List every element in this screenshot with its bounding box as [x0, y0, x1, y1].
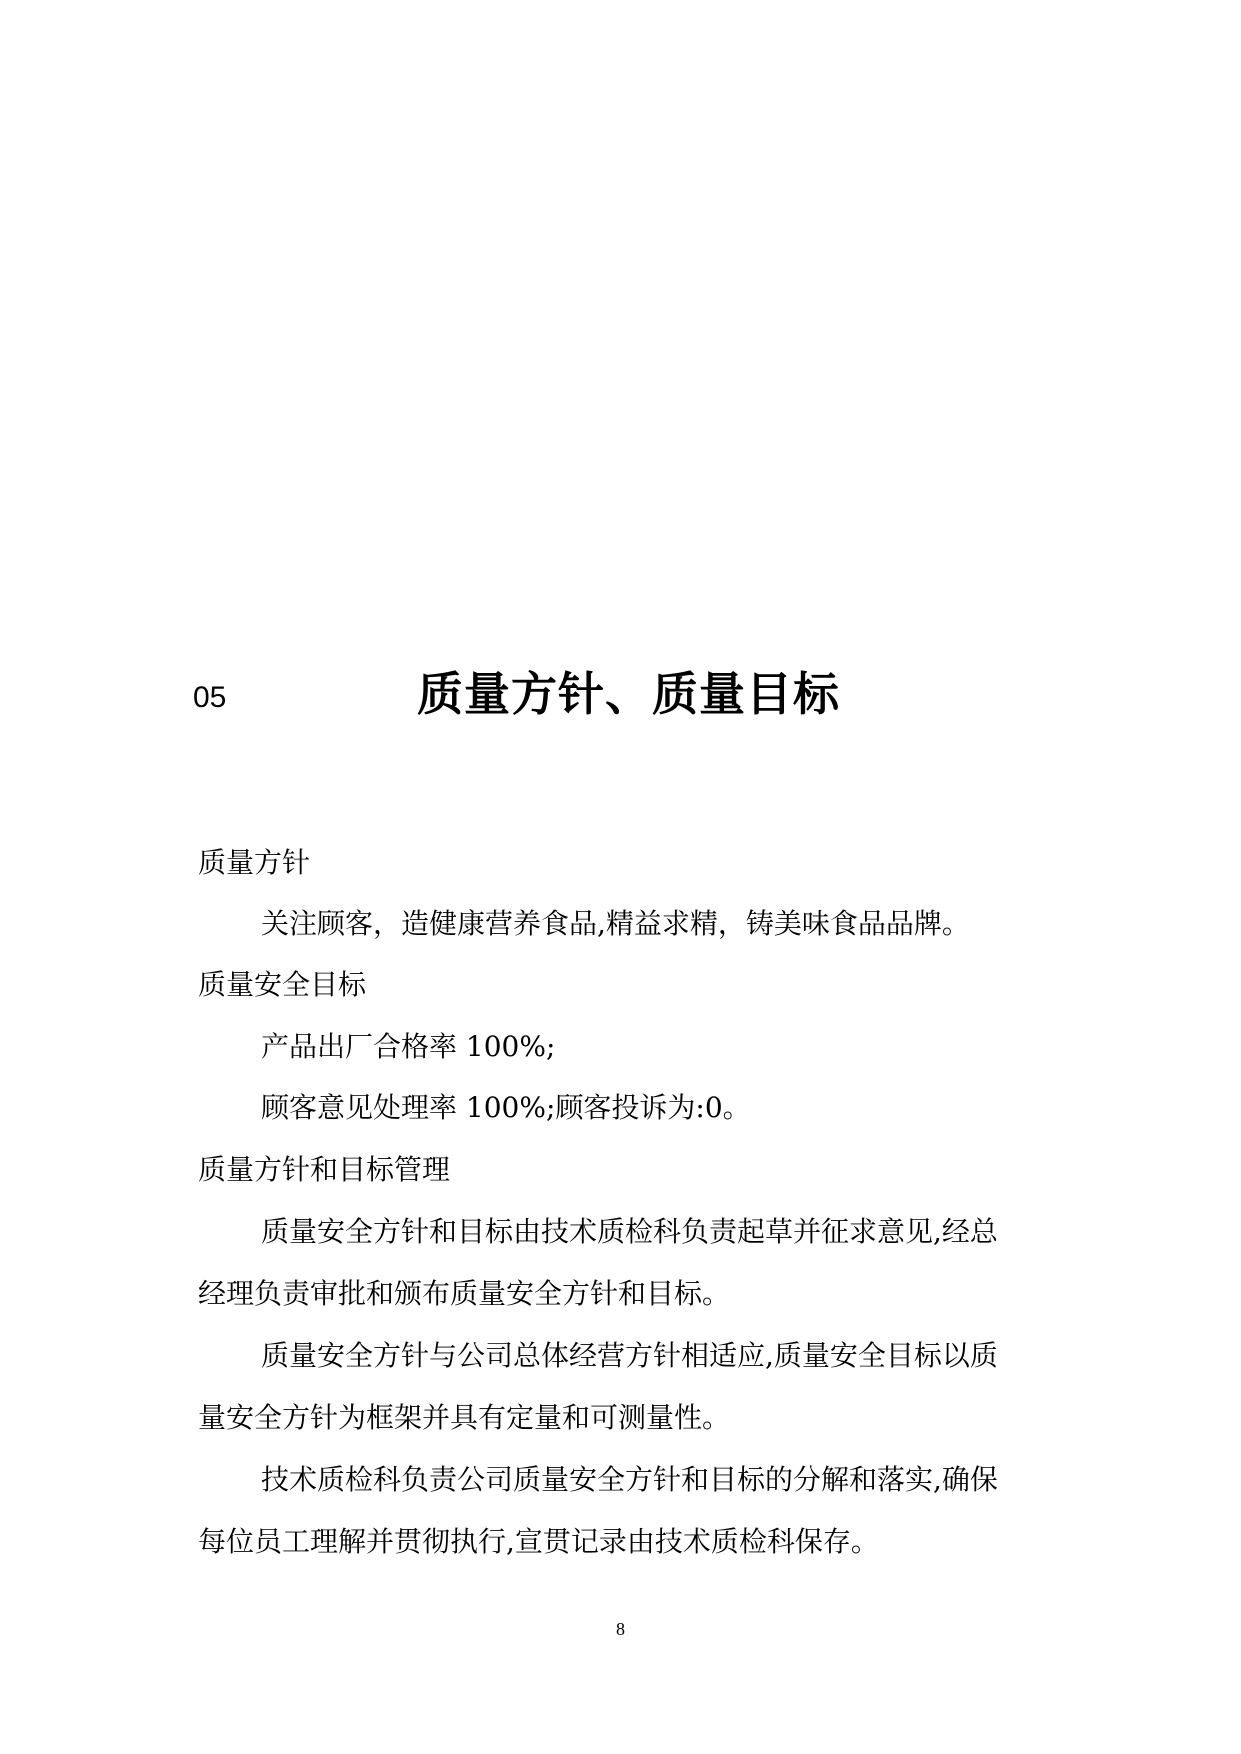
section-heading-policy-management: 质量方针和目标管理 [198, 1153, 451, 1186]
paragraph-line: 每位员工理解并贯彻执行,宣贯记录由技术质检科保存。 [198, 1525, 879, 1558]
paragraph-line: 量安全方针为框架并具有定量和可测量性。 [198, 1401, 731, 1434]
paragraph-line: 关注顾客，造健康营养食品,精益求精，铸美味食品品牌。 [261, 907, 970, 940]
page-number: 8 [616, 1619, 625, 1639]
chapter-number: 05 [193, 681, 227, 714]
paragraph-line: 经理负责审批和颁布质量安全方针和目标。 [198, 1277, 731, 1310]
chapter-title: 质量方针、质量目标 [417, 667, 840, 721]
paragraph-line: 产品出厂合格率 100%; [261, 1030, 556, 1063]
section-heading-quality-policy: 质量方针 [198, 846, 311, 879]
section-heading-safety-objectives: 质量安全目标 [198, 968, 367, 1001]
paragraph-line: 技术质检科负责公司质量安全方针和目标的分解和落实,确保 [261, 1463, 998, 1496]
paragraph-line: 质量安全方针与公司总体经营方针相适应,质量安全目标以质 [261, 1339, 998, 1372]
paragraph-line: 质量安全方针和目标由技术质检科负责起草并征求意见,经总 [261, 1215, 998, 1248]
paragraph-line: 顾客意见处理率 100%;顾客投诉为:0。 [261, 1091, 751, 1124]
